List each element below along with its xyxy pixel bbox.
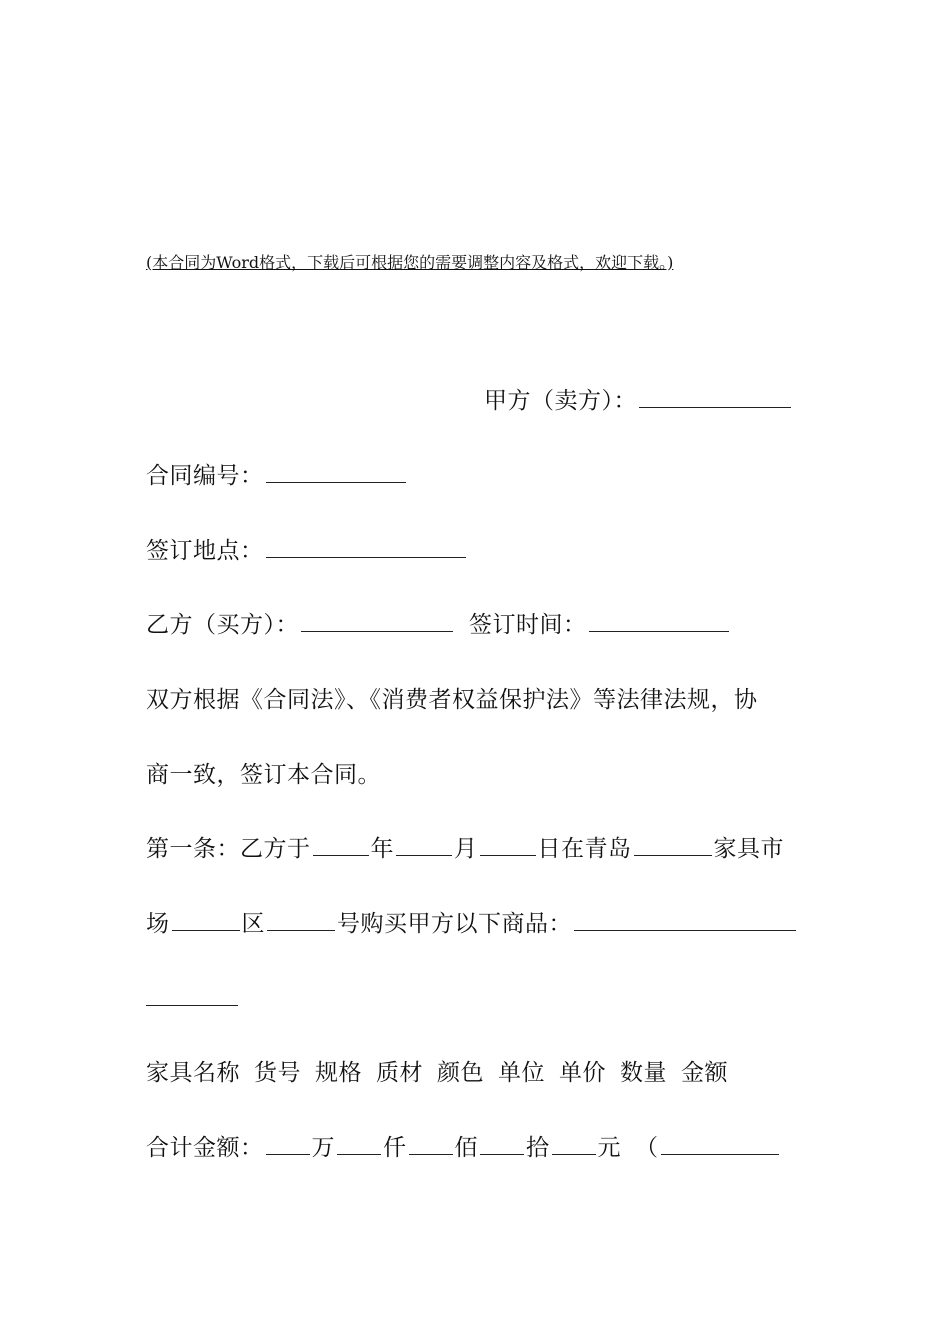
- party-b-line: [146, 610, 731, 640]
- market-label-2: 场: [146, 911, 170, 937]
- goods-continuation-line: [146, 984, 240, 1014]
- year-blank[interactable]: [313, 835, 369, 856]
- bai-label: 佰: [454, 1135, 478, 1161]
- format-note: (本合同为Word格式，下载后可根据您的需要调整内容及格式，欢迎下载。): [146, 253, 674, 272]
- header-unit: 单位: [498, 1060, 545, 1086]
- header-spec: 规格: [315, 1060, 362, 1086]
- goods-blank[interactable]: [574, 910, 796, 931]
- article1-line-2: [146, 909, 798, 939]
- contract-no-line: [146, 461, 408, 491]
- contract-no-label: 合同编号：: [146, 463, 264, 489]
- year-label: 年: [370, 836, 394, 862]
- district-label: 区: [241, 911, 265, 937]
- sign-place-line: [146, 536, 468, 566]
- party-b-blank[interactable]: [301, 611, 453, 632]
- sign-place-label: 签订地点：: [146, 538, 264, 564]
- shi-label: 拾: [526, 1135, 550, 1161]
- total-label: 合计金额：: [146, 1135, 264, 1161]
- header-material: 质材: [376, 1060, 423, 1086]
- bai-blank[interactable]: [409, 1134, 453, 1155]
- wan-label: 万: [311, 1135, 335, 1161]
- yuan-label: 元: [597, 1135, 621, 1161]
- total-amount-line: [146, 1133, 781, 1163]
- intro-line-1: 双方根据《合同法》、《消费者权益保护法》等法律法规，协: [146, 687, 758, 713]
- article1-line-1: [146, 834, 784, 864]
- market-area-blank[interactable]: [172, 910, 240, 931]
- shi-blank[interactable]: [480, 1134, 524, 1155]
- qian-label: 仟: [383, 1135, 407, 1161]
- yuan-blank[interactable]: [552, 1134, 596, 1155]
- sign-place-blank[interactable]: [266, 537, 466, 558]
- party-b-label: 乙方（买方）：: [146, 612, 299, 638]
- purchase-label: 号购买甲方以下商品：: [337, 911, 572, 937]
- paren-open: （: [635, 1135, 659, 1161]
- sign-time-label: 签订时间：: [469, 612, 587, 638]
- month-blank[interactable]: [396, 835, 452, 856]
- number-blank[interactable]: [267, 910, 335, 931]
- sign-time-blank[interactable]: [589, 611, 729, 632]
- header-unit-price: 单价: [559, 1060, 606, 1086]
- party-a-label: 甲方（卖方）：: [484, 388, 637, 414]
- party-a-line: [484, 386, 793, 416]
- market-name-blank[interactable]: [634, 835, 712, 856]
- article1-prefix: 第一条：乙方于: [146, 836, 311, 862]
- wan-blank[interactable]: [266, 1134, 310, 1155]
- qian-blank[interactable]: [337, 1134, 381, 1155]
- month-label: 月: [454, 836, 478, 862]
- table-header-row: [146, 1058, 728, 1088]
- total-figure-blank[interactable]: [661, 1134, 779, 1155]
- header-amount: 金额: [681, 1060, 728, 1086]
- intro-line-2: 商一致，签订本合同。: [146, 762, 381, 788]
- goods-blank-continued[interactable]: [146, 985, 238, 1006]
- contract-no-blank[interactable]: [266, 462, 406, 483]
- header-color: 颜色: [437, 1060, 484, 1086]
- day-blank[interactable]: [480, 835, 536, 856]
- market-label-1: 家具市: [713, 836, 784, 862]
- header-item-no: 货号: [254, 1060, 301, 1086]
- day-label: 日在青岛: [537, 836, 632, 862]
- header-name: 家具名称: [146, 1060, 240, 1086]
- header-quantity: 数量: [620, 1060, 667, 1086]
- party-a-blank[interactable]: [639, 387, 791, 408]
